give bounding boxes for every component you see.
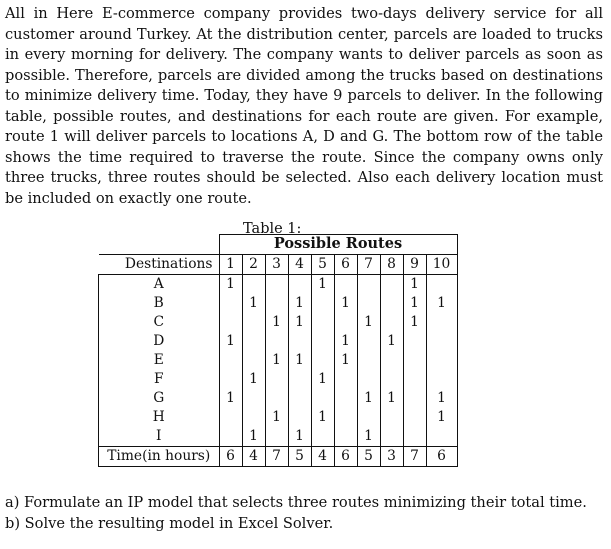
route-cell: 1 bbox=[426, 408, 457, 427]
route-cell bbox=[380, 427, 403, 447]
route-cell: 1 bbox=[334, 351, 357, 370]
route-cell bbox=[288, 332, 311, 351]
route-time: 6 bbox=[426, 446, 457, 466]
route-cell bbox=[426, 427, 457, 447]
route-cell bbox=[426, 313, 457, 332]
route-cell bbox=[242, 313, 265, 332]
group-header: Possible Routes bbox=[219, 235, 457, 255]
route-cell: 1 bbox=[380, 389, 403, 408]
route-cell bbox=[242, 332, 265, 351]
table-row bbox=[99, 389, 458, 408]
route-cell: 1 bbox=[357, 427, 380, 447]
route-cell: 1 bbox=[288, 351, 311, 370]
table-caption: Table 1: bbox=[243, 221, 302, 237]
route-cell bbox=[357, 294, 380, 313]
route-cell bbox=[242, 274, 265, 294]
route-cell bbox=[334, 313, 357, 332]
problem-statement: All in Here E-commerce company provides two-days delivery service for all customer around Turkey. At the distribution center, parcels are loaded to trucks in every morning for delivery. The company wants to deliver parcels as soon as possible. Therefore, parcels are divided among the trucks based on destinations to minimize delivery time. Today, they have 9 parcels to deliver. In the following table, possible routes, and destinations for each route are given. For example, route 1 will deliver parcels to locations A, D and G. The bottom row of the table shows the time required to traverse the route. Since the company owns only three trucks, three routes should be selected. Also each delivery location must be included on exactly one route. bbox=[5, 5, 603, 207]
route-cell bbox=[334, 274, 357, 294]
route-cell bbox=[219, 351, 242, 370]
destination-label: F bbox=[99, 370, 220, 389]
route-cell bbox=[357, 332, 380, 351]
route-cell: 1 bbox=[265, 408, 288, 427]
route-cell bbox=[311, 389, 334, 408]
route-cell bbox=[265, 294, 288, 313]
route-cell bbox=[403, 332, 426, 351]
route-cell: 1 bbox=[242, 370, 265, 389]
route-numbers-row bbox=[99, 254, 458, 274]
route-cell bbox=[403, 408, 426, 427]
destination-label: D bbox=[99, 332, 220, 351]
route-cell bbox=[380, 274, 403, 294]
route-number: 2 bbox=[242, 254, 265, 274]
route-cell bbox=[380, 351, 403, 370]
route-cell bbox=[288, 370, 311, 389]
table-row bbox=[99, 294, 458, 313]
destination-label: B bbox=[99, 294, 220, 313]
row-header: Destinations bbox=[99, 254, 220, 274]
route-cell: 1 bbox=[219, 274, 242, 294]
route-cell bbox=[288, 408, 311, 427]
route-cell: 1 bbox=[265, 351, 288, 370]
route-cell bbox=[219, 408, 242, 427]
route-cell: 1 bbox=[334, 294, 357, 313]
table-row bbox=[99, 370, 458, 389]
destination-label: I bbox=[99, 427, 220, 447]
route-cell: 1 bbox=[242, 294, 265, 313]
route-number: 7 bbox=[357, 254, 380, 274]
route-time: 4 bbox=[311, 446, 334, 466]
table-row bbox=[99, 351, 458, 370]
route-cell bbox=[265, 274, 288, 294]
route-cell: 1 bbox=[288, 313, 311, 332]
route-cell: 1 bbox=[311, 408, 334, 427]
route-cell: 1 bbox=[242, 427, 265, 447]
destination-label: G bbox=[99, 389, 220, 408]
route-cell bbox=[219, 370, 242, 389]
route-cell: 1 bbox=[219, 332, 242, 351]
time-label: Time(in hours) bbox=[99, 446, 220, 466]
route-cell bbox=[426, 370, 457, 389]
route-cell bbox=[334, 427, 357, 447]
route-cell bbox=[334, 389, 357, 408]
route-cell: 1 bbox=[311, 274, 334, 294]
route-cell: 1 bbox=[357, 313, 380, 332]
time-row bbox=[99, 446, 458, 466]
route-time: 6 bbox=[334, 446, 357, 466]
table-row bbox=[99, 274, 458, 294]
route-number: 10 bbox=[426, 254, 457, 274]
route-cell: 1 bbox=[357, 389, 380, 408]
route-time: 4 bbox=[242, 446, 265, 466]
route-cell bbox=[426, 351, 457, 370]
route-cell: 1 bbox=[380, 332, 403, 351]
question-a: a) Formulate an IP model that selects three routes minimizing their total time. bbox=[5, 494, 587, 511]
route-cell bbox=[219, 427, 242, 447]
route-cell bbox=[334, 408, 357, 427]
destination-label: H bbox=[99, 408, 220, 427]
route-cell: 1 bbox=[403, 274, 426, 294]
routes-table bbox=[98, 234, 458, 467]
route-cell: 1 bbox=[311, 370, 334, 389]
route-number: 8 bbox=[380, 254, 403, 274]
route-cell bbox=[311, 332, 334, 351]
route-cell bbox=[403, 370, 426, 389]
route-cell bbox=[219, 313, 242, 332]
route-cell: 1 bbox=[265, 313, 288, 332]
route-cell bbox=[311, 313, 334, 332]
route-cell bbox=[311, 351, 334, 370]
questions bbox=[5, 493, 587, 534]
route-cell: 1 bbox=[288, 427, 311, 447]
route-cell: 1 bbox=[334, 332, 357, 351]
route-cell bbox=[357, 408, 380, 427]
route-cell bbox=[265, 370, 288, 389]
route-cell bbox=[403, 427, 426, 447]
route-time: 7 bbox=[265, 446, 288, 466]
route-cell bbox=[426, 332, 457, 351]
route-cell: 1 bbox=[219, 389, 242, 408]
route-cell bbox=[265, 389, 288, 408]
route-cell bbox=[380, 313, 403, 332]
route-time: 5 bbox=[357, 446, 380, 466]
table-row bbox=[99, 313, 458, 332]
route-cell bbox=[357, 370, 380, 389]
route-number: 9 bbox=[403, 254, 426, 274]
route-cell bbox=[380, 408, 403, 427]
route-time: 6 bbox=[219, 446, 242, 466]
route-cell bbox=[380, 294, 403, 313]
route-number: 3 bbox=[265, 254, 288, 274]
route-cell bbox=[288, 274, 311, 294]
route-number: 1 bbox=[219, 254, 242, 274]
route-cell: 1 bbox=[426, 294, 457, 313]
route-cell bbox=[219, 294, 242, 313]
route-cell: 1 bbox=[426, 389, 457, 408]
route-cell bbox=[426, 274, 457, 294]
destination-label: A bbox=[99, 274, 220, 294]
route-cell bbox=[242, 389, 265, 408]
route-cell bbox=[265, 427, 288, 447]
destination-label: C bbox=[99, 313, 220, 332]
route-cell bbox=[334, 370, 357, 389]
route-time: 3 bbox=[380, 446, 403, 466]
route-cell bbox=[311, 427, 334, 447]
destination-label: E bbox=[99, 351, 220, 370]
route-cell bbox=[403, 389, 426, 408]
route-cell bbox=[265, 332, 288, 351]
route-cell bbox=[288, 389, 311, 408]
route-cell: 1 bbox=[403, 294, 426, 313]
table-row bbox=[99, 408, 458, 427]
route-cell: 1 bbox=[403, 313, 426, 332]
route-cell bbox=[380, 370, 403, 389]
route-cell bbox=[357, 351, 380, 370]
route-number: 5 bbox=[311, 254, 334, 274]
route-cell: 1 bbox=[288, 294, 311, 313]
route-time: 7 bbox=[403, 446, 426, 466]
route-cell bbox=[242, 408, 265, 427]
question-b: b) Solve the resulting model in Excel Solver. bbox=[5, 514, 334, 532]
route-number: 6 bbox=[334, 254, 357, 274]
route-cell bbox=[357, 274, 380, 294]
route-cell bbox=[403, 351, 426, 370]
table-row bbox=[99, 332, 458, 351]
route-cell bbox=[311, 294, 334, 313]
route-time: 5 bbox=[288, 446, 311, 466]
route-number: 4 bbox=[288, 254, 311, 274]
table-row bbox=[99, 427, 458, 447]
route-cell bbox=[242, 351, 265, 370]
